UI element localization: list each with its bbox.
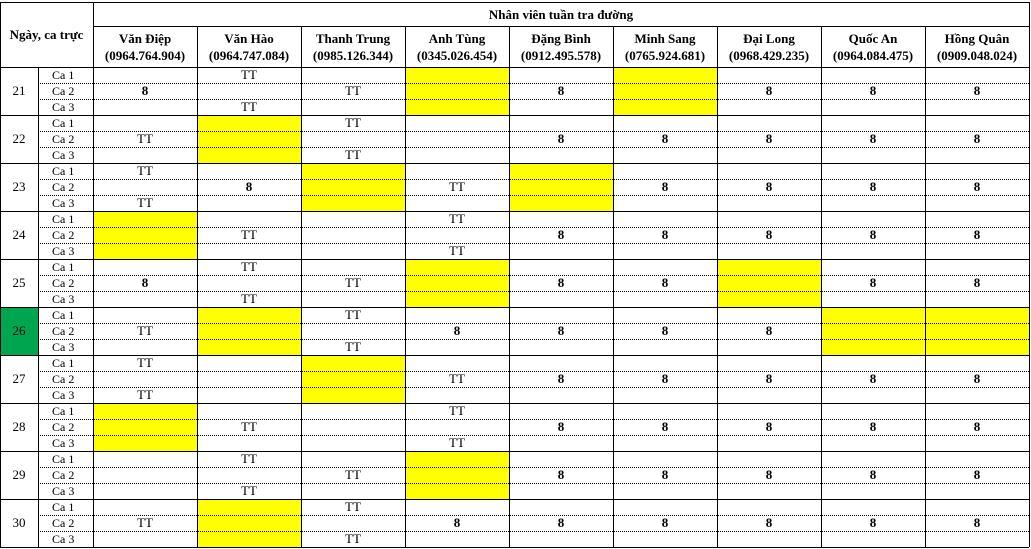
employee-header: [717, 26, 821, 67]
hours-value: 8: [557, 131, 565, 146]
shift-label: Ca 3: [52, 291, 75, 306]
shift-label: Ca 2: [52, 83, 75, 98]
employee-name: Văn Điệp: [118, 30, 172, 46]
shift-label: Ca 2: [52, 179, 75, 194]
tt-value: TT: [449, 371, 465, 386]
hours-value: 8: [141, 83, 149, 98]
employee-name: Văn Hào: [224, 30, 274, 46]
shift-label: Ca 1: [52, 259, 75, 274]
off-duty-cell: [93, 211, 197, 259]
hours-value: 8: [557, 467, 565, 482]
employee-header: [925, 26, 1029, 67]
employee-phone: (0909.048.024): [936, 47, 1018, 63]
day-number: 24: [12, 227, 26, 242]
tt-value: TT: [345, 275, 361, 290]
row-label-header: [0, 2, 93, 67]
day-number: 28: [12, 419, 26, 434]
employee-name: Đặng Bình: [531, 30, 591, 46]
off-duty-cell: [925, 307, 1029, 355]
hours-value: 8: [973, 419, 981, 434]
grid-line: [38, 483, 1029, 484]
hours-value: 8: [661, 227, 669, 242]
hours-value: 8: [661, 371, 669, 386]
employee-name: Đại Long: [743, 30, 795, 46]
hours-value: 8: [765, 419, 773, 434]
employee-phone: (0964.084.475): [832, 47, 914, 63]
hours-value: 8: [557, 371, 565, 386]
hours-value: 8: [973, 83, 981, 98]
employee-header: [93, 26, 197, 67]
tt-value: TT: [345, 147, 361, 162]
hours-value: 8: [765, 515, 773, 530]
tt-value: TT: [449, 403, 465, 418]
off-duty-cell: [197, 115, 301, 163]
day-number: 23: [12, 179, 26, 194]
shift-label: Ca 1: [52, 115, 75, 130]
employee-phone: (0765.924.681): [624, 47, 706, 63]
shift-label: Ca 2: [52, 227, 75, 242]
shift-label: Ca 3: [52, 339, 75, 354]
tt-value: TT: [137, 387, 153, 402]
hours-value: 8: [869, 275, 877, 290]
hours-value: 8: [765, 371, 773, 386]
tt-value: TT: [345, 467, 361, 482]
employee-name: Hồng Quân: [944, 30, 1010, 46]
employee-header: [821, 26, 925, 67]
hours-value: 8: [765, 227, 773, 242]
day-number: 29: [12, 467, 26, 482]
shift-label: Ca 2: [52, 275, 75, 290]
hours-value: 8: [557, 323, 565, 338]
hours-value: 8: [765, 83, 773, 98]
grid-line: [38, 147, 1029, 148]
grid-line: [0, 499, 1029, 500]
off-duty-cell: [93, 403, 197, 451]
tt-value: TT: [137, 515, 153, 530]
tt-value: TT: [241, 451, 257, 466]
employee-phone: (0968.429.235): [728, 47, 810, 63]
day-number: 22: [12, 131, 26, 146]
hours-value: 8: [973, 371, 981, 386]
hours-value: 8: [973, 515, 981, 530]
shift-label: Ca 1: [52, 355, 75, 370]
hours-value: 8: [765, 467, 773, 482]
group-title-header: [93, 2, 1029, 26]
tt-value: TT: [449, 243, 465, 258]
hours-value: 8: [765, 131, 773, 146]
tt-value: TT: [241, 227, 257, 242]
tt-value: TT: [241, 419, 257, 434]
hours-value: 8: [973, 227, 981, 242]
shift-label: Ca 1: [52, 211, 75, 226]
hours-value: 8: [661, 515, 669, 530]
hours-value: 8: [661, 419, 669, 434]
tt-value: TT: [241, 67, 257, 82]
tt-value: TT: [137, 163, 153, 178]
hours-value: 8: [973, 467, 981, 482]
hours-value: 8: [869, 371, 877, 386]
employee-phone: (0964.747.084): [208, 47, 290, 63]
tt-value: TT: [345, 307, 361, 322]
row-label-text: Ngày, ca trực: [9, 27, 84, 42]
day-number: 21: [12, 83, 26, 98]
hours-value: 8: [661, 323, 669, 338]
hours-value: 8: [869, 131, 877, 146]
hours-value: 8: [765, 323, 773, 338]
hours-value: 8: [661, 467, 669, 482]
tt-value: TT: [449, 211, 465, 226]
tt-value: TT: [241, 259, 257, 274]
tt-value: TT: [449, 179, 465, 194]
grid-line: [0, 451, 1029, 452]
shift-label: Ca 3: [52, 483, 75, 498]
hours-value: 8: [973, 179, 981, 194]
hours-value: 8: [869, 179, 877, 194]
off-duty-cell: [613, 67, 717, 115]
tt-value: TT: [137, 195, 153, 210]
employee-header: [613, 26, 717, 67]
hours-value: 8: [869, 83, 877, 98]
shift-label: Ca 2: [52, 515, 75, 530]
shift-label: Ca 3: [52, 435, 75, 450]
shift-label: Ca 1: [52, 307, 75, 322]
employee-name: Anh Tùng: [428, 30, 486, 46]
off-duty-cell: [405, 259, 509, 307]
employee-phone: (0964.764.904): [104, 47, 186, 63]
hours-value: 8: [245, 179, 253, 194]
off-duty-cell: [197, 499, 301, 547]
hours-value: 8: [869, 227, 877, 242]
shift-label: Ca 3: [52, 147, 75, 162]
employee-phone: (0985.126.344): [312, 47, 394, 63]
day-number: 30: [12, 515, 26, 530]
grid-line: [0, 67, 1029, 68]
hours-value: 8: [869, 467, 877, 482]
tt-value: TT: [345, 531, 361, 546]
hours-value: 8: [661, 131, 669, 146]
hours-value: 8: [557, 275, 565, 290]
tt-value: TT: [137, 131, 153, 146]
grid-line: [38, 531, 1029, 532]
employee-header: [301, 26, 405, 67]
shift-label: Ca 2: [52, 371, 75, 386]
tt-value: TT: [449, 435, 465, 450]
off-duty-cell: [301, 355, 405, 403]
day-number-today: 26: [0, 307, 38, 355]
grid-line: [38, 99, 1029, 100]
tt-value: TT: [345, 115, 361, 130]
hours-value: 8: [453, 515, 461, 530]
shift-label: Ca 2: [52, 131, 75, 146]
hours-value: 8: [141, 275, 149, 290]
hours-value: 8: [973, 275, 981, 290]
grid-line: [0, 115, 1029, 116]
hours-value: 8: [557, 419, 565, 434]
employee-name: Quốc An: [848, 30, 898, 46]
off-duty-cell: [301, 163, 405, 211]
grid-line: [0, 547, 1029, 548]
hours-value: 8: [453, 323, 461, 338]
shift-label: Ca 1: [52, 67, 75, 82]
employee-header: [509, 26, 613, 67]
shift-label: Ca 1: [52, 499, 75, 514]
shift-label: Ca 1: [52, 451, 75, 466]
off-duty-cell: [405, 67, 509, 115]
shift-label: Ca 3: [52, 531, 75, 546]
off-duty-cell: [717, 259, 821, 307]
employee-phone: (0912.495.578): [520, 47, 602, 63]
tt-value: TT: [241, 291, 257, 306]
employee-header: [405, 26, 509, 67]
hours-value: 8: [661, 275, 669, 290]
hours-value: 8: [557, 83, 565, 98]
off-duty-cell: [509, 163, 613, 211]
employee-name: Minh Sang: [634, 30, 696, 46]
shift-label: Ca 2: [52, 323, 75, 338]
grid-line: [38, 291, 1029, 292]
tt-value: TT: [345, 83, 361, 98]
employee-header: [197, 26, 301, 67]
off-duty-cell: [405, 451, 509, 499]
day-number: 27: [12, 371, 26, 386]
tt-value: TT: [137, 355, 153, 370]
hours-value: 8: [973, 131, 981, 146]
shift-label: Ca 3: [52, 243, 75, 258]
shift-label: Ca 1: [52, 403, 75, 418]
employee-phone: (0345.026.454): [416, 47, 498, 63]
tt-value: TT: [137, 323, 153, 338]
tt-value: TT: [241, 99, 257, 114]
tt-value: TT: [345, 339, 361, 354]
grid-line: [1029, 26, 1030, 547]
hours-value: 8: [661, 179, 669, 194]
employee-name: Thanh Trung: [315, 30, 391, 46]
hours-value: 8: [557, 515, 565, 530]
off-duty-cell: [821, 307, 925, 355]
group-title-text: Nhân viên tuần tra đường: [488, 6, 634, 22]
tt-value: TT: [345, 499, 361, 514]
off-duty-cell: [197, 307, 301, 355]
day-number: 25: [12, 275, 26, 290]
hours-value: 8: [869, 419, 877, 434]
shift-label: Ca 3: [52, 387, 75, 402]
shift-label: Ca 1: [52, 163, 75, 178]
shift-label: Ca 2: [52, 467, 75, 482]
shift-label: Ca 2: [52, 419, 75, 434]
grid-line: [1029, 2, 1030, 26]
grid-line: [0, 259, 1029, 260]
hours-value: 8: [765, 179, 773, 194]
shift-label: Ca 3: [52, 99, 75, 114]
hours-value: 8: [557, 227, 565, 242]
hours-value: 8: [869, 515, 877, 530]
shift-label: Ca 3: [52, 195, 75, 210]
tt-value: TT: [241, 483, 257, 498]
